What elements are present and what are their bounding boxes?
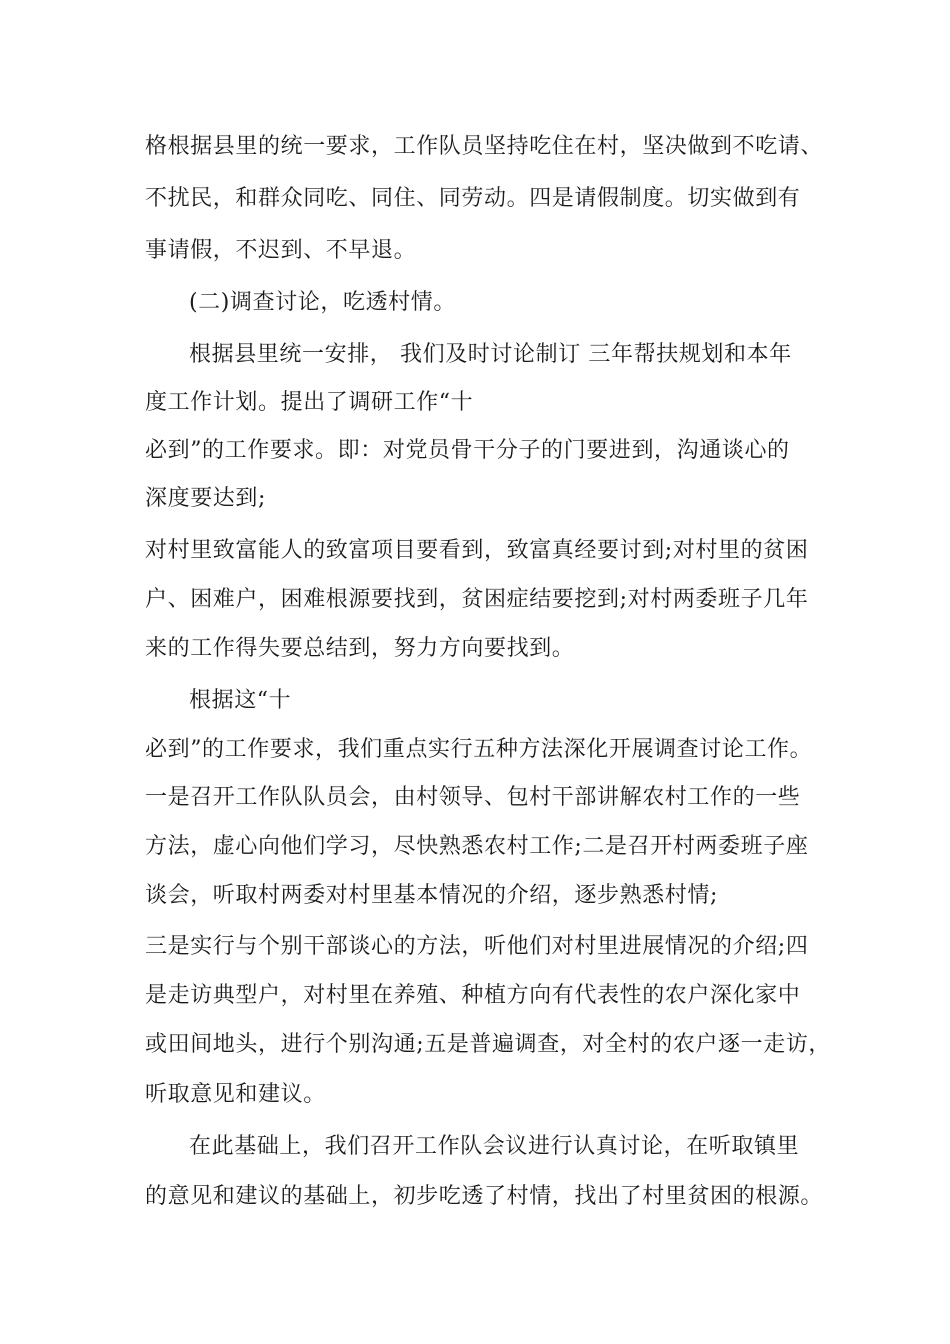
text-line: 事请假，不迟到、不早退。 [145,238,417,263]
text-line: 在此基础上，我们召开工作队会议进行认真讨论，在听取镇里 [189,1134,800,1159]
text-line: 格根据县里的统一要求，工作队员坚持吃住在村，坚决做到不吃请、 [145,134,824,159]
text-line: 根据县里统一安排， 我们及时讨论制订 三年帮扶规划和本年 [189,342,792,367]
text-line: 方法，虚心向他们学习，尽快熟悉农村工作;二是召开村两委班子座 [145,834,809,859]
text-line: 度工作计划。提出了调研工作“十 [145,390,474,415]
section-heading: (二)调查讨论，吃透村情。 [189,290,456,315]
text-line: 听取意见和建议。 [145,1082,326,1107]
text-line: 必到”的工作要求，我们重点实行五种方法深化开展调查讨论工作。 [145,737,813,762]
text-line: 一是召开工作队队员会，由村领导、包村干部讲解农村工作的一些 [145,785,801,810]
text-line: 或田间地头，进行个别沟通;五是普遍调查，对全村的农户逐一走访， [145,1032,832,1057]
text-line: 户、困难户，困难根源要找到，贫困症结要挖到;对村两委班子几年 [145,587,809,612]
text-line: 根据这“十 [189,688,292,713]
text-line: 谈会，听取村两委对村里基本情况的介绍，逐步熟悉村情; [145,883,719,908]
text-line: 是走访典型户，对村里在养殖、种植方向有代表性的农户深化家中 [145,983,801,1008]
text-line: 三是实行与个别干部谈心的方法，听他们对村里进展情况的介绍;四 [145,934,809,959]
text-line: 必到”的工作要求。即：对党员骨干分子的门要进到，沟通谈心的 [145,438,790,463]
text-line: 对村里致富能人的致富项目要看到，致富真经要讨到;对村里的贫困 [145,538,809,563]
text-line: 的意见和建议的基础上，初步吃透了村情，找出了村里贫困的根源。 [145,1184,824,1209]
text-line: 不扰民，和群众同吃、同住、同劳动。四是请假制度。切实做到有 [145,186,801,211]
text-line: 来的工作得失要总结到，努力方向要找到。 [145,636,575,661]
text-line: 深度要达到; [145,486,267,511]
